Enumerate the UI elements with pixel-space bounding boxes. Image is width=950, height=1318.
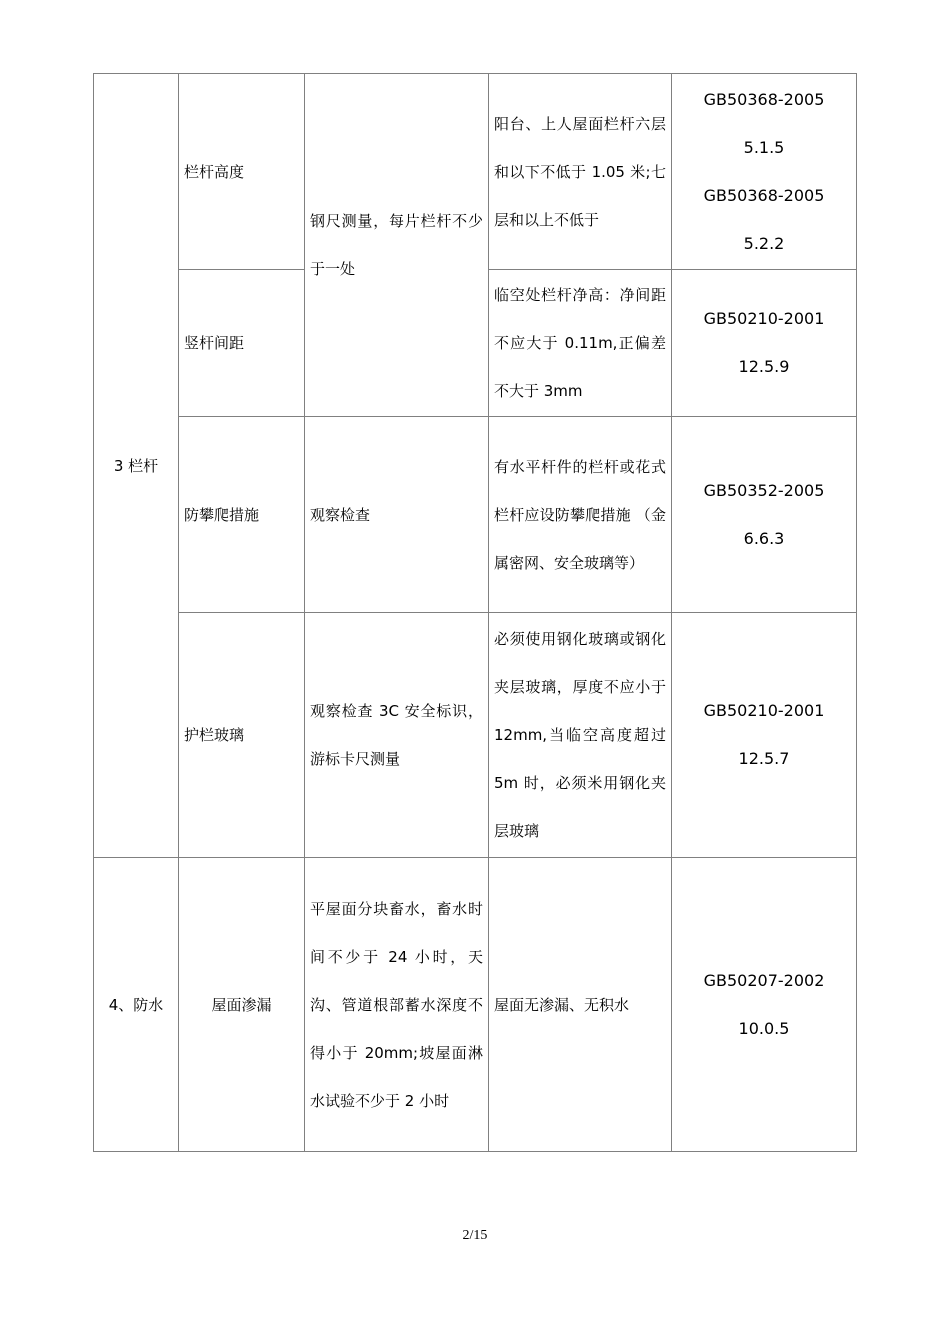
requirement-cell: 临空处栏杆净高：净间距不应大于 0.11m,正偏差不大于 3mm: [489, 270, 672, 417]
requirement-cell: 屋面无渗漏、无积水: [489, 858, 672, 1152]
standard-clause: 12.5.9: [738, 357, 790, 376]
table-row: [94, 74, 857, 270]
standard-cell: [672, 74, 857, 270]
table-row: [94, 858, 857, 1152]
standard-cell: [672, 613, 857, 858]
item-cell: 栏杆高度: [179, 74, 305, 270]
method-cell: 观察检查: [305, 417, 489, 613]
standard-code: GB50210-2001: [703, 309, 825, 328]
item-cell: 护栏玻璃: [179, 613, 305, 858]
standard-clause: 10.0.5: [738, 1018, 790, 1038]
standard-code: GB50352-2005: [703, 480, 825, 500]
requirement-cell: 必须使用钢化玻璃或钢化夹层玻璃，厚度不应小于 12mm,当临空高度超过 5m 时，必须米用钢化夹层玻璃: [489, 613, 672, 858]
standard-clause: 6.6.3: [743, 528, 785, 548]
page-number: 2/15: [462, 1228, 488, 1243]
requirement-cell: 有水平杆件的栏杆或花式栏杆应设防攀爬措施 （金属密网、安全玻璃等）: [489, 417, 672, 613]
method-cell: 钢尺测量，每片栏杆不少于一处: [305, 74, 489, 417]
inspection-table: [93, 73, 857, 1152]
item-cell: 竖杆间距: [179, 270, 305, 417]
method-cell: 观察检查 3C 安全标识，游标卡尺测量: [305, 613, 489, 858]
table-row: [94, 613, 857, 858]
standard-code: GB50210-2001: [703, 701, 825, 720]
category-railing: 3 栏杆: [94, 74, 179, 858]
standard-code: GB50368-2005: [703, 185, 825, 205]
standard-cell: [672, 417, 857, 613]
standard-clause: 12.5.7: [738, 749, 790, 768]
item-cell: 屋面渗漏: [179, 858, 305, 1152]
requirement-cell: 阳台、上人屋面栏杆六层和以下不低于 1.05 米;七层和以上不低于: [489, 74, 672, 270]
standard-clause: 5.2.2: [743, 233, 785, 253]
standard-code: GB50368-2005: [703, 89, 825, 109]
method-cell: 平屋面分块畜水，畜水时间不少于 24 小时，天沟、管道根部蓄水深度不得小于 20mm;坡屋面淋水试验不少于 2 小时: [305, 858, 489, 1152]
standard-cell: [672, 270, 857, 417]
table-row: [94, 417, 857, 613]
standard-clause: 5.1.5: [743, 137, 785, 157]
category-waterproof: 4、防水: [94, 858, 179, 1152]
item-cell: 防攀爬措施: [179, 417, 305, 613]
standard-cell: [672, 858, 857, 1152]
standard-code: GB50207-2002: [703, 970, 825, 990]
